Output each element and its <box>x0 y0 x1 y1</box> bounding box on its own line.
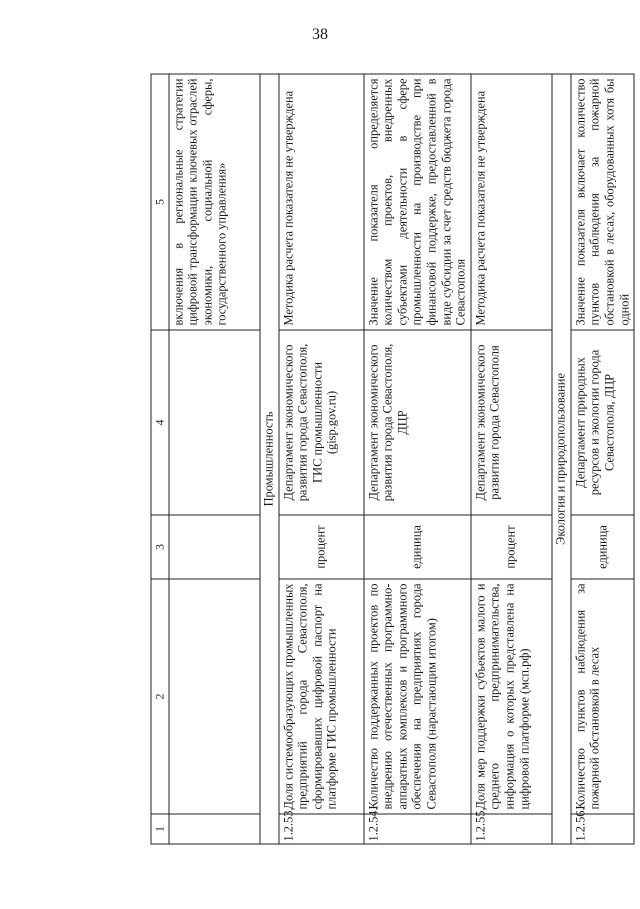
calculation-method: Методика расчета показателя не утверждена <box>471 74 552 330</box>
section-title-industry: Промышленность <box>260 74 279 844</box>
unit-of-measure: процент <box>471 515 552 579</box>
continuation-empty-cell <box>169 515 260 579</box>
responsible-body: Департамент экономического развития города Севастополя, ДЦР <box>364 330 471 515</box>
calculation-method: Методика расчета показателя не утверждена <box>279 74 364 330</box>
responsible-body: Департамент природных ресурсов и экологии города Севастополя, ДЦР <box>571 330 634 515</box>
responsible-body: Департамент экономического развития города Севастополя, ГИС промышленности (gisp.gov.ru) <box>279 330 364 515</box>
calculation-method: Значение показателя определяется количеством проектов, внедренных субъектами деятельности в сфере промышленности на производстве при финансовой поддержке, предоставленной в виде субсидии за счет средств бюджета города Севастополя <box>364 74 471 330</box>
header-col-2: 2 <box>151 579 169 814</box>
indicator-name: Количество поддержанных проектов по внедрению отечественных программно-аппаратных комплексов и программного обеспечения на предприятиях города Севастополя (нарастающим итогом) <box>364 579 471 814</box>
section-title-ecology: Экология и природопользование <box>552 74 571 844</box>
continuation-row <box>169 74 260 844</box>
indicator-name: Количество пунктов наблюдения за пожарной обстановкой в лесах <box>571 579 634 814</box>
indicator-name: Доля системообразующих промышленных предприятий города Севастополя, сформировавших цифровой паспорт на платформе ГИС промышленности <box>279 579 364 814</box>
indicator-name: Доля мер поддержки субъектов малого и среднего предпринимательства, информация о которых представлена на цифровой платформе (мсп.рф) <box>471 579 552 814</box>
section-row-ecology <box>552 74 571 844</box>
row-number: 1.2.54. <box>364 814 471 844</box>
header-col-4: 4 <box>151 330 169 515</box>
header-col-5: 5 <box>151 74 169 330</box>
continuation-empty-cell <box>169 814 260 844</box>
table-row <box>279 74 364 844</box>
rotated-table-container <box>151 75 632 845</box>
page-number: 38 <box>312 26 328 43</box>
table-header-row <box>151 74 169 844</box>
header-col-1: 1 <box>151 814 169 844</box>
unit-of-measure: единица <box>364 515 471 579</box>
calculation-method: Значение показателя включает количество пунктов наблюдения за пожарной обстановкой в лесах, оборудованных хотя бы одной <box>571 74 634 330</box>
table-row <box>571 74 634 844</box>
section-row-industry <box>260 74 279 844</box>
continuation-empty-cell <box>169 330 260 515</box>
row-number: 1.2.53. <box>279 814 364 844</box>
table-row <box>471 74 552 844</box>
row-number: 1.2.55. <box>471 814 552 844</box>
continuation-method-text: включения в региональные стратегии цифровой трансформации ключевых отраслей экономики, социальной сферы, государственного управления» <box>169 74 260 330</box>
responsible-body: Департамент экономического развития города Севастополя <box>471 330 552 515</box>
unit-of-measure: единица <box>571 515 634 579</box>
header-col-3: 3 <box>151 515 169 579</box>
indicators-table <box>151 74 635 845</box>
unit-of-measure: процент <box>279 515 364 579</box>
continuation-empty-cell <box>169 579 260 814</box>
row-number: 1.2.56. <box>571 814 634 844</box>
table-row <box>364 74 471 844</box>
